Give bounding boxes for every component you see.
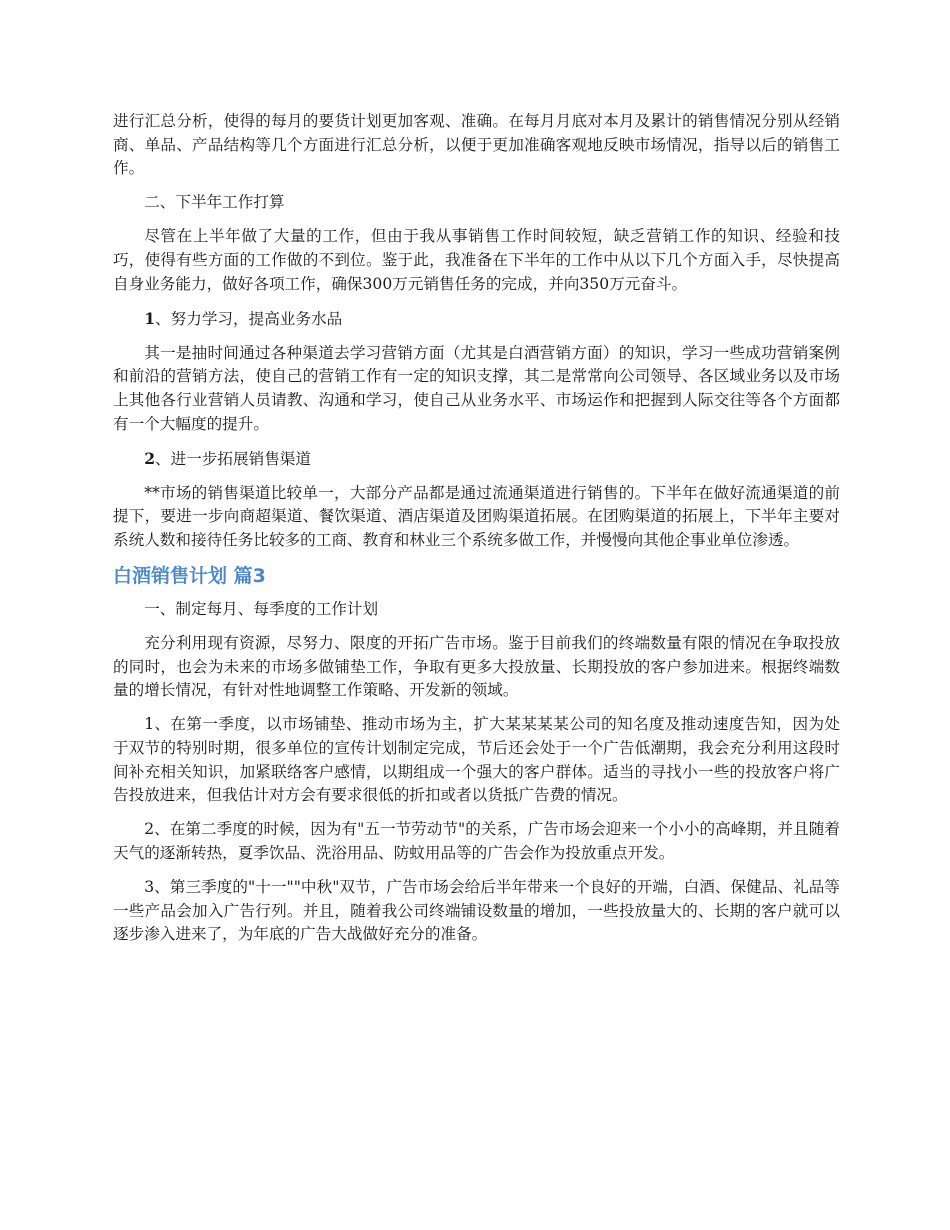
document-page (113, 110, 840, 957)
article-heading: 白酒销售计划 篇3 (113, 565, 266, 587)
subheading-number: 1 (144, 308, 156, 328)
paragraph: 尽管在上半年做了大量的工作，但由于我从事销售工作时间较短，缺乏营销工作的知识、经验和技巧，使得有些方面的工作做的不到位。鉴于此，我准备在下半年的工作中从以下几个方面入手，尽快提高自身业务能力，做好各项工作，确保300万元销售任务的完成，并向350万元奋斗。 (113, 227, 840, 293)
subheading-text: 、进一步拓展销售渠道 (155, 449, 311, 468)
paragraph-q3: 3、第三季度的"十一""中秋"双节，广告市场会给后半年带来一个良好的开端，白酒、保健品、礼品等一些产品会加入广告行列。并且，随着我公司终端铺设数量的增加，一些投放量大的、长期的客户就可以逐步渗入进来了，为年底的广告大战做好充分的准备。 (113, 877, 840, 944)
subheading-number: 2 (144, 448, 156, 468)
subheading-text: 、努力学习，提高业务水品 (155, 309, 343, 328)
subheading-study (113, 307, 840, 332)
paragraph-q2: 2、在第二季度的时候，因为有"五一节劳动节"的关系，广告市场会迎来一个小小的高峰期，并且随着天气的逐渐转热，夏季饮品、洗浴用品、防蚊用品等的广告会作为投放重点开发。 (113, 820, 840, 862)
paragraph-q1: 1、在第一季度，以市场铺垫、推动市场为主，扩大某某某某公司的知名度及推动速度告知，因为处于双节的特别时期，很多单位的宣传计划制定完成，节后还会处于一个广告低潮期，我会充分利用这段时间补充相关知识，加紧联络客户感情，以期组成一个强大的客户群体。适当的寻找小一些的投放客户将广告投放进来，但我估计对方会有要求很低的折扣或者以货抵广告费的情况。 (113, 715, 840, 805)
subheading-channels (113, 447, 840, 472)
section-title-monthly-plan: 一、制定每月、每季度的工作计划 (144, 600, 379, 618)
paragraph: 充分利用现有资源，尽努力、限度的开拓广告市场。鉴于目前我们的终端数量有限的情况在争取投放的同时，也会为未来的市场多做铺垫工作，争取有更多大投放量、长期投放的客户参加进来。根据终端数量的增长情况，有针对性地调整工作策略、开发新的领域。 (113, 634, 840, 700)
section-title-second-half-plan: 二、下半年工作打算 (144, 193, 285, 212)
paragraph: **市场的销售渠道比较单一，大部分产品都是通过流通渠道进行销售的。下半年在做好流通渠道的前提下，要进一步向商超渠道、餐饮渠道、酒店渠道及团购渠道拓展。在团购渠道的拓展上，下半年主要对系统人数和接待任务比较多的工商、教育和林业三个系统多做工作，并慢慢向其他企事业单位渗透。 (113, 483, 840, 549)
paragraph: 进行汇总分析，使得的每月的要货计划更加客观、准确。在每月月底对本月及累计的销售情况分别从经销商、单品、产品结构等几个方面进行汇总分析，以便于更加准确客观地反映市场情况，指导以后的销售工作。 (113, 112, 840, 178)
paragraph: 其一是抽时间通过各种渠道去学习营销方面（尤其是白酒营销方面）的知识，学习一些成功营销案例和前沿的营销方法，使自己的营销工作有一定的知识支撑，其二是常常向公司领导、各区域业务以及市场上其他各行业营销人员请教、沟通和学习，使自己从业务水平、市场运作和把握到人际交往等各个方面都有一个大幅度的提升。 (113, 343, 840, 433)
